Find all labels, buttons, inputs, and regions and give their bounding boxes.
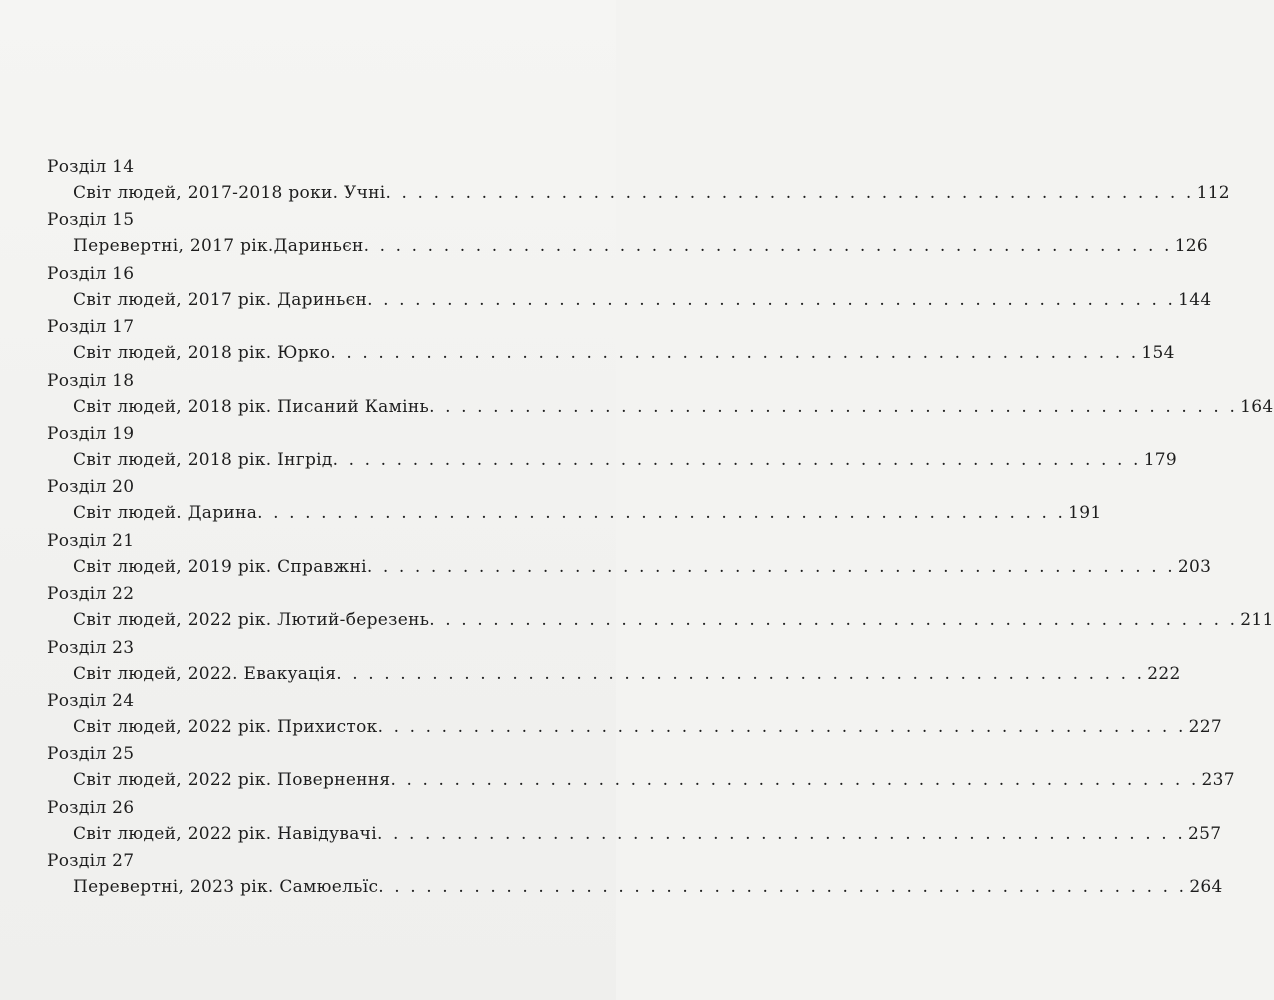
chapter-number: Розділ 14 <box>47 157 135 177</box>
chapter-number: Розділ 22 <box>47 584 135 605</box>
toc-line <box>47 233 1209 260</box>
chapter-number: Розділ 18 <box>47 370 135 391</box>
toc-entry <box>47 207 1209 260</box>
toc-line <box>47 607 1274 634</box>
dot-leader: . . . . . . . . . . . . . . . . . . . . . . . . . . . . . . . . . . . . . . . . . . . . . . . . . . . <box>257 503 1066 524</box>
chapter-number: Розділ 23 <box>47 637 135 658</box>
dot-leader: . . . . . . . . . . . . . . . . . . . . . . . . . . . . . . . . . . . . . . . . . . . . . . . . . . . <box>429 610 1238 631</box>
toc-entry <box>47 528 1212 581</box>
chapter-title: Світ людей, 2022. Евакуація <box>73 663 337 684</box>
toc-line <box>47 767 1235 794</box>
toc-line <box>47 714 1222 741</box>
chapter-number: Розділ 25 <box>47 744 135 765</box>
page-number: 227 <box>1188 716 1222 737</box>
toc-line <box>47 500 1102 527</box>
page-number: 126 <box>1174 236 1209 257</box>
toc-line <box>47 287 1212 314</box>
page-number: 211 <box>1240 610 1274 631</box>
chapter-number: Розділ 26 <box>47 797 135 818</box>
chapter-title: Світ людей, 2022 рік. Повернення <box>73 770 391 791</box>
chapter-title: Світ людей, 2022 рік. Навідувачі <box>73 823 377 844</box>
chapter-title: Світ людей, 2017-2018 роки. Учні <box>73 183 386 203</box>
toc-entry <box>47 368 1274 421</box>
chapter-title: Світ людей, 2022 рік. Прихисток <box>73 716 378 737</box>
page-number: 257 <box>1187 823 1222 844</box>
dot-leader: . . . . . . . . . . . . . . . . . . . . . . . . . . . . . . . . . . . . . . . . . . . . . . . . . . . <box>332 449 1142 470</box>
chapter-number: Розділ 16 <box>47 263 135 284</box>
toc-line <box>47 180 1230 207</box>
page-number: 144 <box>1178 289 1212 310</box>
toc-entry <box>47 421 1178 474</box>
chapter-title: Світ людей, 2018 рік. Писаний Камінь <box>73 396 430 417</box>
page-number: 154 <box>1141 343 1175 364</box>
toc-entry <box>47 688 1222 741</box>
page-number: 203 <box>1177 556 1212 577</box>
dot-leader: . . . . . . . . . . . . . . . . . . . . . . . . . . . . . . . . . . . . . . . . . . . . . . . . . . . <box>366 556 1176 577</box>
toc-line <box>47 661 1181 688</box>
chapter-title: Світ людей, 2022 рік. Лютий-березень <box>73 610 430 631</box>
page-number: 191 <box>1068 503 1102 524</box>
chapter-title: Світ людей, 2017 рік. Дариньєн <box>73 289 368 310</box>
chapter-title: Світ людей, 2018 рік. Інгрід <box>73 449 333 470</box>
toc-entry <box>47 474 1102 527</box>
page-number: 264 <box>1189 877 1223 898</box>
chapter-number: Розділ 21 <box>47 530 135 551</box>
page-number: 179 <box>1143 449 1178 470</box>
chapter-title: Світ людей, 2018 рік. Юрко <box>73 343 331 364</box>
dot-leader: . . . . . . . . . . . . . . . . . . . . . . . . . . . . . . . . . . . . . . . . . . . . . . . . . . . <box>377 716 1186 737</box>
dot-leader: . . . . . . . . . . . . . . . . . . . . . . . . . . . . . . . . . . . . . . . . . . . . . . . . . . . <box>378 877 1187 898</box>
dot-leader: . . . . . . . . . . . . . . . . . . . . . . . . . . . . . . . . . . . . . . . . . . . . . . . . . . . <box>367 289 1176 310</box>
toc-line <box>47 447 1178 474</box>
chapter-number: Розділ 20 <box>47 477 135 498</box>
dot-leader: . . . . . . . . . . . . . . . . . . . . . . . . . . . . . . . . . . . . . . . . . . . . . . . . . . . <box>390 770 1199 791</box>
toc-line <box>47 340 1175 367</box>
chapter-number: Розділ 15 <box>47 210 135 231</box>
toc-line <box>47 874 1223 901</box>
chapter-title: Перевертні, 2023 рік. Самюельїс <box>73 877 379 898</box>
dot-leader: . . . . . . . . . . . . . . . . . . . . . . . . . . . . . . . . . . . . . . . . . . . . . . . . . . . <box>376 823 1186 844</box>
toc-line <box>47 821 1222 848</box>
chapter-title: Перевертні, 2017 рік.Дариньєн <box>73 236 364 257</box>
page-number: 112 <box>1196 183 1230 203</box>
toc-entry <box>47 635 1181 688</box>
page-number: 222 <box>1147 663 1181 684</box>
toc-line <box>47 394 1274 421</box>
toc-entry <box>47 261 1212 314</box>
table-of-contents <box>47 154 1274 901</box>
dot-leader: . . . . . . . . . . . . . . . . . . . . . . . . . . . . . . . . . . . . . . . . . . . . . . . . . . . <box>385 183 1194 203</box>
dot-leader: . . . . . . . . . . . . . . . . . . . . . . . . . . . . . . . . . . . . . . . . . . . . . . . . . . . <box>336 663 1145 684</box>
toc-entry <box>47 795 1222 848</box>
page-number: 237 <box>1201 770 1235 791</box>
chapter-number: Розділ 17 <box>47 317 135 338</box>
toc-entry <box>47 154 1230 207</box>
dot-leader: . . . . . . . . . . . . . . . . . . . . . . . . . . . . . . . . . . . . . . . . . . . . . . . . . . . <box>330 343 1139 364</box>
toc-entry <box>47 581 1274 634</box>
chapter-number: Розділ 24 <box>47 690 135 711</box>
chapter-title: Світ людей. Дарина <box>73 503 258 524</box>
dot-leader: . . . . . . . . . . . . . . . . . . . . . . . . . . . . . . . . . . . . . . . . . . . . . . . . . . . <box>429 396 1238 417</box>
toc-entry <box>47 741 1235 794</box>
chapter-number: Розділ 27 <box>47 851 135 872</box>
dot-leader: . . . . . . . . . . . . . . . . . . . . . . . . . . . . . . . . . . . . . . . . . . . . . . . . . . . <box>363 236 1173 257</box>
toc-line <box>47 554 1212 581</box>
chapter-title: Світ людей, 2019 рік. Справжні <box>73 556 367 577</box>
toc-entry <box>47 314 1175 367</box>
page-number: 164 <box>1240 396 1274 417</box>
toc-entry <box>47 848 1223 901</box>
chapter-number: Розділ 19 <box>47 423 135 444</box>
